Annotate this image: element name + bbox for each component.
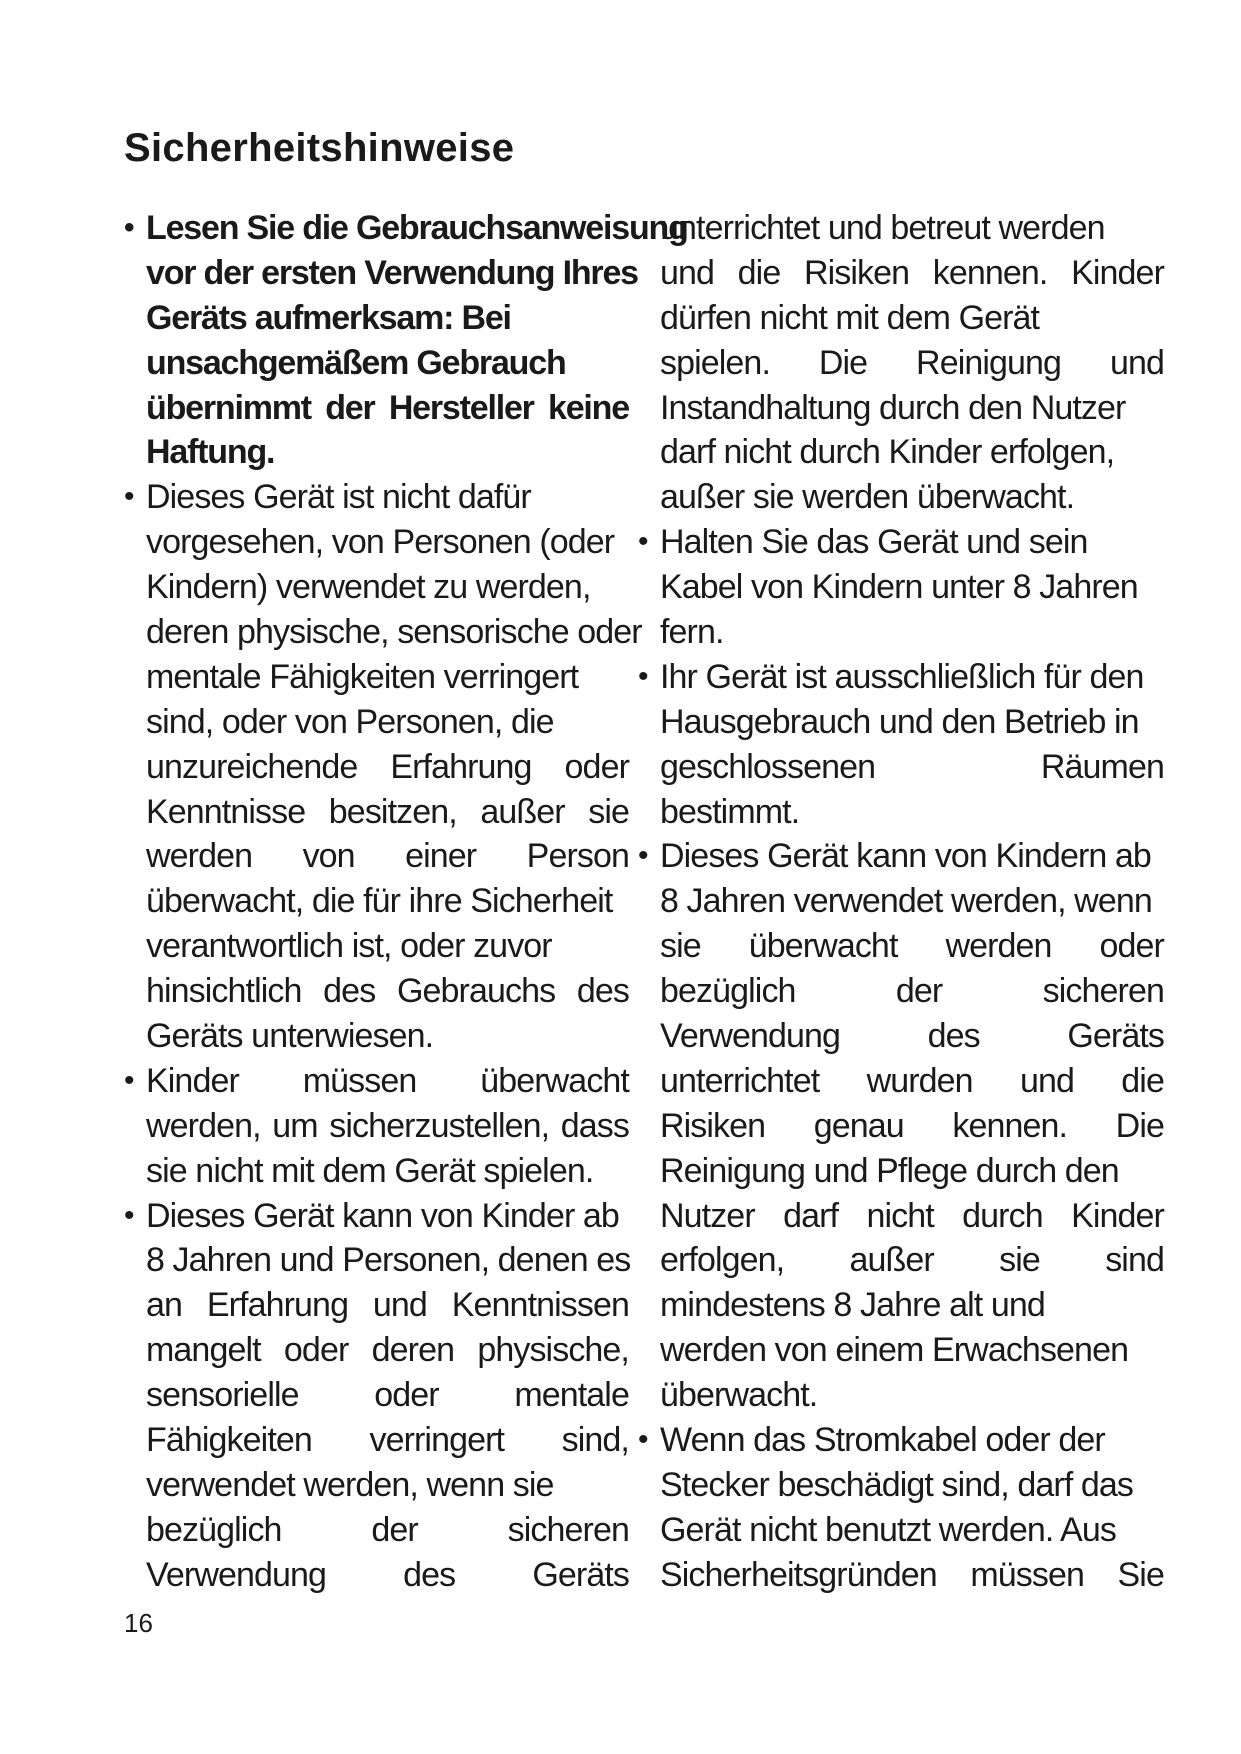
word: unzureichende <box>146 747 358 786</box>
text-line <box>124 879 651 924</box>
right-column <box>638 206 1186 1598</box>
line-text: sind, oder von Personen, die <box>146 702 554 741</box>
word: Reinigung <box>916 343 1062 382</box>
text-line <box>124 296 651 341</box>
line-text <box>660 1238 1164 1283</box>
word: sind <box>1105 1241 1164 1280</box>
text-line <box>638 610 1186 655</box>
text-line <box>124 655 651 700</box>
bullet-icon: • <box>638 839 648 873</box>
line-text <box>660 745 1164 790</box>
bullet-icon: • <box>638 1423 648 1457</box>
text-line <box>124 1149 651 1194</box>
line-text: sie nicht mit dem Gerät spielen. <box>146 1151 594 1190</box>
word: und <box>1019 1061 1075 1100</box>
word: sind, <box>561 1421 629 1460</box>
text-line <box>638 206 1186 251</box>
word: werden <box>945 927 1052 966</box>
line-text: Kindern) verwendet zu werden, <box>146 568 591 607</box>
word: Risiken <box>660 1106 766 1145</box>
line-text: vorgesehen, von Personen (oder <box>146 523 615 562</box>
line-text <box>660 1014 1164 1059</box>
text-line <box>638 1194 1186 1239</box>
text-line <box>124 790 651 835</box>
word: und <box>372 1286 427 1325</box>
word: Kenntnissen <box>451 1286 629 1325</box>
line-text <box>146 834 629 879</box>
line-text: dürfen nicht mit dem Gerät <box>660 298 1040 337</box>
word: überwacht <box>748 927 898 966</box>
text-line <box>124 1418 651 1463</box>
line-text: verwendet werden, wenn sie <box>146 1465 554 1504</box>
text-line <box>124 700 651 745</box>
line-text: Hausgebrauch und den Betrieb in <box>660 702 1139 741</box>
word: oder <box>1099 927 1164 966</box>
line-text: Dieses Gerät kann von Kinder ab <box>146 1196 619 1235</box>
text-line <box>638 1508 1186 1553</box>
word: besitzen, <box>328 792 457 831</box>
text-line <box>124 1328 651 1373</box>
line-text <box>660 924 1164 969</box>
line-text: überwacht. <box>660 1376 818 1415</box>
word: sicherzustellen, <box>329 1106 550 1145</box>
word: Kinder <box>1071 253 1164 292</box>
text-line <box>124 251 651 296</box>
text-line <box>638 565 1186 610</box>
line-text: 8 Jahren verwendet werden, wenn <box>660 882 1152 921</box>
word: an <box>146 1286 183 1325</box>
word: Kinder <box>146 1061 239 1100</box>
line-text: Haftung. <box>146 433 275 472</box>
word: Fähigkeiten <box>146 1421 312 1460</box>
word: mangelt <box>146 1331 261 1370</box>
line-text <box>146 1283 629 1328</box>
line-text: Gerät nicht benutzt werden. Aus <box>660 1510 1116 1549</box>
line-text: vor der ersten Verwendung Ihres <box>146 253 638 292</box>
line-text: Halten Sie das Gerät und sein <box>660 523 1088 562</box>
line-text: Wenn das Stromkabel oder der <box>660 1421 1105 1460</box>
line-text: Reinigung und Pflege durch den <box>660 1151 1119 1190</box>
line-text: überwacht, die für ihre Sicherheit <box>146 882 613 921</box>
word: geschlossenen <box>660 747 876 786</box>
line-text <box>146 1553 629 1598</box>
text-line <box>124 924 651 969</box>
text-line <box>638 251 1186 296</box>
line-text: darf nicht durch Kinder erfolgen, <box>660 433 1115 472</box>
word: der <box>325 388 375 427</box>
text-line <box>638 790 1186 835</box>
text-line <box>124 430 651 475</box>
word: Geräts <box>1067 1017 1164 1056</box>
word: bezüglich <box>146 1510 282 1549</box>
text-line <box>124 565 651 610</box>
text-line <box>124 475 651 520</box>
word: physische, <box>477 1331 629 1370</box>
line-text: außer sie werden überwacht. <box>660 478 1075 517</box>
text-line <box>124 1283 651 1328</box>
line-text <box>660 251 1164 296</box>
text-line <box>124 745 651 790</box>
word: erfolgen, <box>660 1241 785 1280</box>
word: der <box>895 972 943 1011</box>
text-line <box>638 655 1186 700</box>
word: um <box>272 1106 318 1145</box>
text-line <box>638 924 1186 969</box>
text-line <box>638 879 1186 924</box>
line-text <box>146 790 629 835</box>
word: Gebrauchs <box>396 972 556 1011</box>
text-line <box>124 834 651 879</box>
word: übernimmt <box>146 388 311 427</box>
line-text <box>660 341 1164 386</box>
word: nicht <box>866 1196 934 1235</box>
line-text: mindestens 8 Jahre alt und <box>660 1286 1045 1325</box>
line-text <box>146 1104 629 1149</box>
word: werden, <box>146 1106 261 1145</box>
text-line <box>124 1104 651 1149</box>
text-line <box>638 1328 1186 1373</box>
word: die <box>1121 1061 1164 1100</box>
page-title: Sicherheitshinweise <box>124 126 515 170</box>
text-line <box>638 1149 1186 1194</box>
word: deren <box>371 1331 455 1370</box>
text-line <box>124 1508 651 1553</box>
line-text: verantwortlich ist, oder zuvor <box>146 927 552 966</box>
word: die <box>737 253 781 292</box>
text-line <box>124 1553 651 1598</box>
word: unterrichtet <box>660 1061 820 1100</box>
word: dass <box>560 1106 629 1145</box>
word: Hersteller <box>388 388 534 427</box>
text-line <box>638 341 1186 386</box>
word: Kinder <box>1071 1196 1164 1235</box>
line-text <box>146 386 629 431</box>
word: Räumen <box>1040 747 1164 786</box>
bullet-icon: • <box>638 525 648 559</box>
left-column <box>124 206 688 1598</box>
word: genau <box>813 1106 904 1145</box>
line-text: Instandhaltung durch den Nutzer <box>660 388 1126 427</box>
word: sie <box>660 927 701 966</box>
word: sicheren <box>507 1510 629 1549</box>
line-text <box>146 1328 629 1373</box>
word: oder <box>374 1376 439 1415</box>
word: und <box>1109 343 1164 382</box>
text-line <box>124 1059 651 1104</box>
word: des <box>576 972 629 1011</box>
text-line <box>638 700 1186 745</box>
word: überwacht <box>480 1061 629 1100</box>
word: sie <box>999 1241 1040 1280</box>
word: des <box>927 1017 980 1056</box>
line-text: werden von einem Erwachsenen <box>660 1331 1129 1370</box>
word: Geräts <box>532 1555 629 1594</box>
word: des <box>403 1555 456 1594</box>
word: des <box>323 972 376 1011</box>
text-line <box>124 969 651 1014</box>
text-line <box>638 386 1186 431</box>
word: Verwendung <box>660 1017 841 1056</box>
line-text <box>660 1104 1164 1149</box>
word: Risiken <box>803 253 910 292</box>
text-line <box>124 341 651 386</box>
text-line <box>638 1553 1186 1598</box>
text-line <box>124 520 651 565</box>
word: Erfahrung <box>390 747 532 786</box>
text-line <box>638 430 1186 475</box>
word: der <box>371 1510 418 1549</box>
text-line <box>124 386 651 431</box>
word: und <box>660 253 715 292</box>
text-line <box>638 1418 1186 1463</box>
text-line <box>638 1463 1186 1508</box>
line-text <box>146 745 629 790</box>
line-text: unterrichtet und betreut werden <box>660 209 1105 247</box>
bullet-icon: • <box>124 480 134 514</box>
word: Kenntnisse <box>146 792 306 831</box>
text-line <box>124 610 651 655</box>
line-text: mentale Fähigkeiten verringert <box>146 657 579 696</box>
word: müssen <box>302 1061 417 1100</box>
text-line <box>638 1283 1186 1328</box>
text-line <box>638 520 1186 565</box>
line-text: Geräts aufmerksam: Bei <box>146 298 511 337</box>
word: Erfahrung <box>206 1286 349 1325</box>
word: oder <box>283 1331 349 1370</box>
word: bezüglich <box>660 972 796 1011</box>
word: einer <box>405 837 477 876</box>
word: Verwendung <box>146 1555 327 1594</box>
text-line <box>124 1238 651 1283</box>
line-text: 8 Jahren und Personen, denen es <box>146 1241 631 1280</box>
text-line <box>124 1194 651 1239</box>
text-line <box>638 1014 1186 1059</box>
word: sicheren <box>1042 972 1164 1011</box>
word: keine <box>548 388 629 427</box>
line-text: Geräts unterwiesen. <box>146 1017 434 1056</box>
line-text: unsachgemäßem Gebrauch <box>146 343 566 382</box>
text-line <box>638 475 1186 520</box>
line-text <box>146 1059 629 1104</box>
bullet-icon: • <box>638 659 648 693</box>
word: Sicherheitsgründen <box>660 1555 937 1594</box>
word: Die <box>818 343 868 382</box>
word: werden <box>146 837 253 876</box>
word: Sie <box>1117 1555 1164 1594</box>
word: Person <box>526 837 629 876</box>
line-text: deren physische, sensorische oder <box>146 613 642 652</box>
text-line <box>124 206 688 251</box>
word: kennen. <box>952 1106 1068 1145</box>
word: müssen <box>970 1555 1084 1594</box>
word: Die <box>1115 1106 1164 1145</box>
text-line <box>638 1238 1186 1283</box>
text-line <box>124 1463 651 1508</box>
text-line <box>638 745 1186 790</box>
line-text <box>146 1373 629 1418</box>
word: sensorielle <box>146 1376 299 1415</box>
word: darf <box>783 1196 839 1235</box>
text-line <box>638 1059 1186 1104</box>
word: außer <box>849 1241 934 1280</box>
word: Nutzer <box>660 1196 755 1235</box>
word: oder <box>564 747 629 786</box>
bullet-icon: • <box>124 1198 134 1232</box>
line-text <box>146 969 629 1014</box>
line-text: bestimmt. <box>660 792 800 831</box>
text-line <box>638 1104 1186 1149</box>
bullet-icon: • <box>124 211 134 244</box>
text-line <box>638 834 1186 879</box>
word: sie <box>588 792 629 831</box>
line-text: Lesen Sie die Gebrauchsanweisung <box>146 209 688 247</box>
line-text: Ihr Gerät ist ausschließlich für den <box>660 657 1144 696</box>
line-text <box>660 1553 1164 1598</box>
word: spielen. <box>660 343 770 382</box>
word: hinsichtlich <box>146 972 302 1011</box>
text-line <box>124 1373 651 1418</box>
line-text: Dieses Gerät ist nicht dafür <box>146 478 531 517</box>
line-text <box>660 969 1164 1014</box>
word: wurden <box>866 1061 973 1100</box>
word: mentale <box>514 1376 629 1415</box>
line-text <box>146 1418 629 1463</box>
line-text <box>146 1508 629 1553</box>
bullet-icon: • <box>124 1063 134 1097</box>
text-line <box>638 296 1186 341</box>
line-text <box>660 1194 1164 1239</box>
word: durch <box>962 1196 1043 1235</box>
line-text: fern. <box>660 613 724 652</box>
line-text <box>660 1059 1164 1104</box>
page-number: 16 <box>124 1608 153 1638</box>
text-line <box>638 969 1186 1014</box>
word: von <box>302 837 355 876</box>
word: kennen. <box>932 253 1048 292</box>
text-line <box>638 1373 1186 1418</box>
text-line <box>124 1014 651 1059</box>
line-text: Stecker beschädigt sind, darf das <box>660 1465 1134 1504</box>
line-text: Kabel von Kindern unter 8 Jahren <box>660 568 1138 607</box>
word: außer <box>480 792 565 831</box>
line-text: Dieses Gerät kann von Kindern ab <box>660 837 1151 876</box>
word: verringert <box>369 1421 505 1460</box>
